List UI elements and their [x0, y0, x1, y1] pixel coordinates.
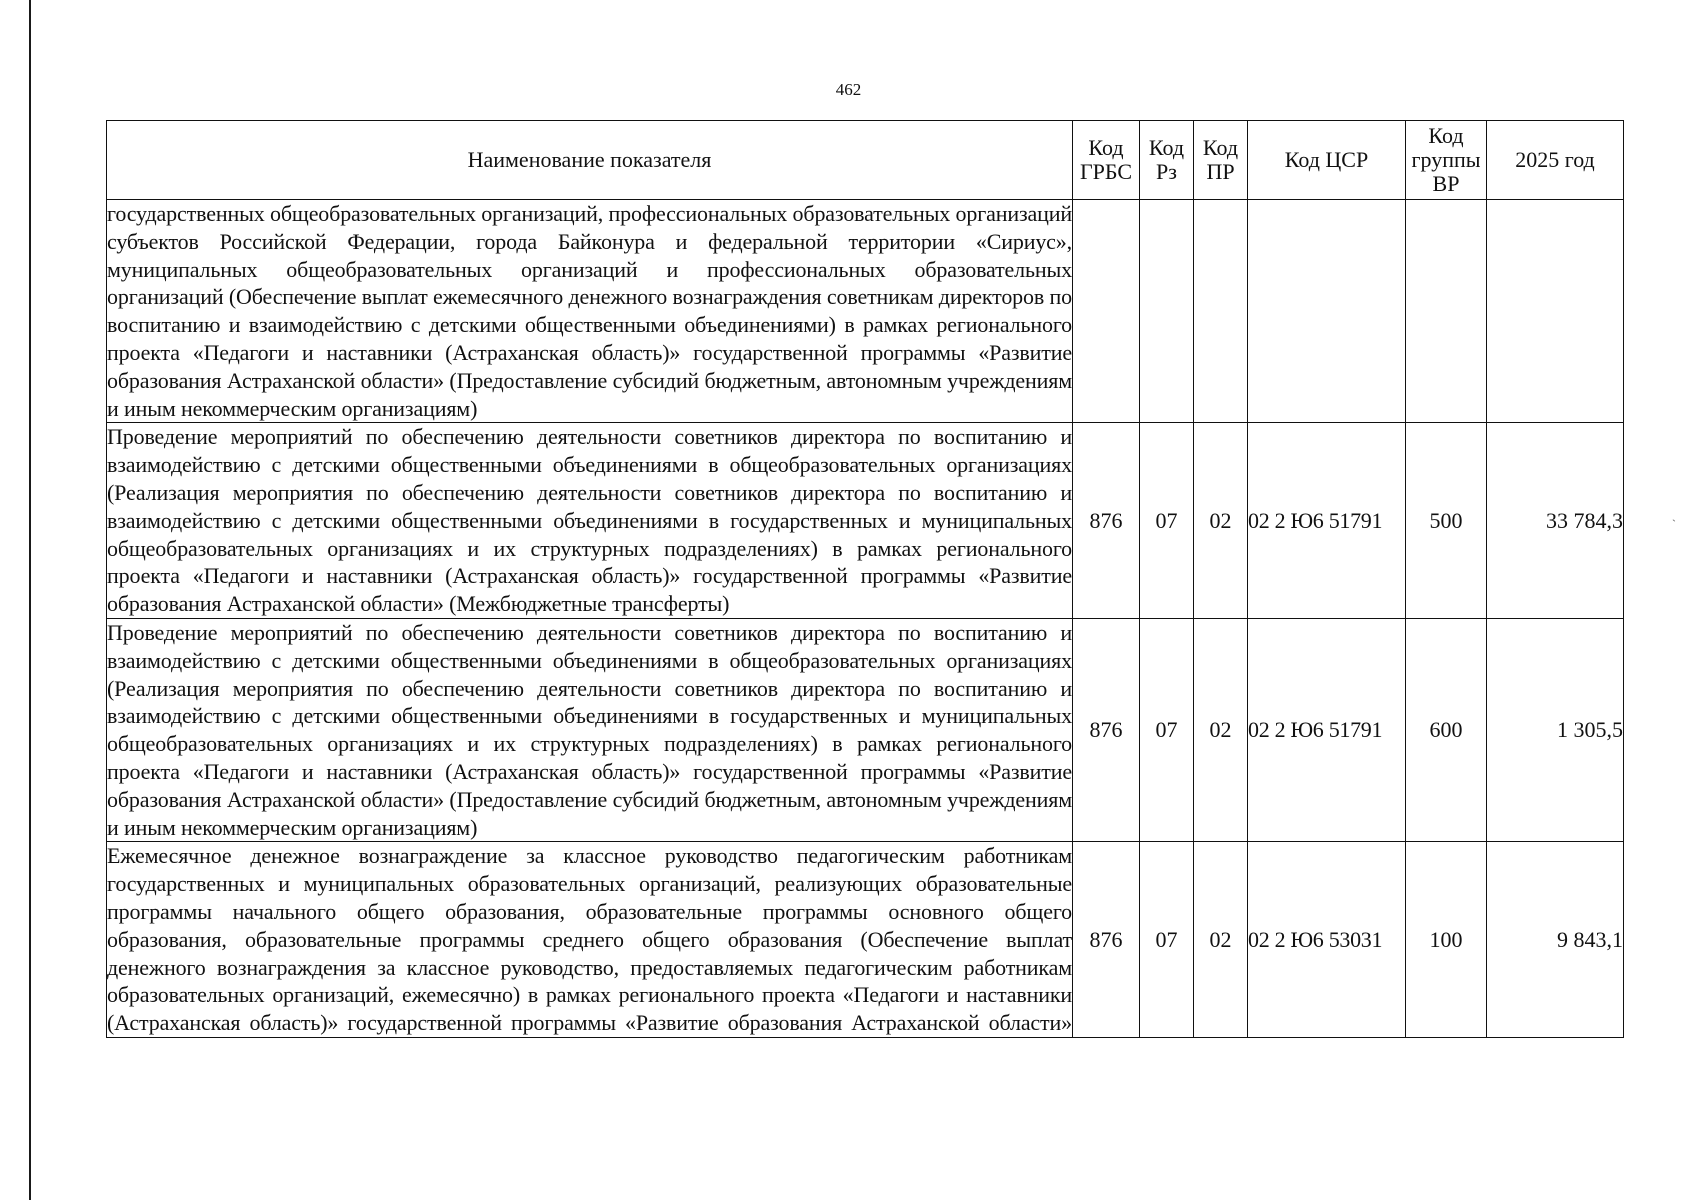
table-row: [107, 842, 1624, 1038]
table-row: [107, 618, 1624, 841]
row-vr: 500: [1406, 423, 1487, 619]
row-grbs: 876: [1073, 618, 1140, 841]
binding-margin-line: [29, 0, 31, 1200]
page-number: 462: [835, 80, 862, 99]
row-vr: [1406, 200, 1487, 423]
table-row: [107, 423, 1624, 619]
row-pr: 02: [1194, 842, 1248, 1038]
row-csr: [1248, 200, 1406, 423]
row-grbs: 876: [1073, 842, 1140, 1038]
row-grbs: 876: [1073, 423, 1140, 619]
row-pr: 02: [1194, 423, 1248, 619]
row-amount: [1487, 200, 1624, 423]
table-row: [107, 200, 1624, 423]
row-vr: 600: [1406, 618, 1487, 841]
row-name: государственных общеобразовательных организаций, профессиональных образовательных организаций субъектов Российской Федерации, города Байконура и федеральной территории «Сириус», муниципальных общеобразовательных организаций и профессиональных образовательных организаций (Обеспечение выплат ежемесячного денежного вознаграждения советникам директоров по воспитанию и взаимодействию с детскими общественными объединениями) в рамках регионального проекта «Педагоги и наставники (Астраханская область)» государственной программы «Развитие образования Астраханской области» (Предоставление субсидий бюджетным, автономным учреждениям и иным некоммерческим организациям): [107, 200, 1073, 423]
row-rz: 07: [1140, 842, 1194, 1038]
stray-mark: `: [1672, 517, 1676, 531]
row-csr: 02 2 Ю6 53031: [1248, 842, 1406, 1038]
row-csr: 02 2 Ю6 51791: [1248, 618, 1406, 841]
row-vr: 100: [1406, 842, 1487, 1038]
row-grbs: [1073, 200, 1140, 423]
row-amount: 33 784,3: [1487, 423, 1624, 619]
header-pr: Код ПР: [1194, 121, 1248, 200]
header-vr: Код группы ВР: [1406, 121, 1487, 200]
row-name: Проведение мероприятий по обеспечению деятельности советников директора по воспитанию и взаимодействию с детскими общественными объединениями в общеобразовательных организациях (Реализация мероприятия по обеспечению деятельности советников директора по воспитанию и взаимодействию с детскими общественными объединениями в государственных и муниципальных общеобразовательных организациях и их структурных подразделениях) в рамках регионального проекта «Педагоги и наставники (Астраханская область)» государственной программы «Развитие образования Астраханской области» (Межбюджетные трансферты): [107, 423, 1073, 619]
header-year: 2025 год: [1487, 121, 1624, 200]
header-name: Наименование показателя: [107, 121, 1073, 200]
header-csr: Код ЦСР: [1248, 121, 1406, 200]
row-amount: 9 843,1: [1487, 842, 1624, 1038]
row-csr: 02 2 Ю6 51791: [1248, 423, 1406, 619]
row-amount: 1 305,5: [1487, 618, 1624, 841]
row-rz: 07: [1140, 423, 1194, 619]
row-rz: 07: [1140, 618, 1194, 841]
row-pr: 02: [1194, 618, 1248, 841]
row-pr: [1194, 200, 1248, 423]
row-name: Проведение мероприятий по обеспечению деятельности советников директора по воспитанию и взаимодействию с детскими общественными объединениями в общеобразовательных организациях (Реализация мероприятия по обеспечению деятельности советников директора по воспитанию и взаимодействию с детскими общественными объединениями в государственных и муниципальных общеобразовательных организациях и их структурных подразделениях) в рамках регионального проекта «Педагоги и наставники (Астраханская область)» государственной программы «Развитие образования Астраханской области» (Предоставление субсидий бюджетным, автономным учреждениям и иным некоммерческим организациям): [107, 618, 1073, 841]
header-grbs: Код ГРБС: [1073, 121, 1140, 200]
budget-table: [106, 120, 1624, 1038]
row-rz: [1140, 200, 1194, 423]
table-header-row: [107, 121, 1624, 200]
header-rz: Код Рз: [1140, 121, 1194, 200]
row-name: Ежемесячное денежное вознаграждение за классное руководство педагогическим работникам государственных и муниципальных образовательных организаций, реализующих образовательные программы начального общего образования, образовательные программы основного общего образования, образовательные программы среднего общего образования (Обеспечение выплат денежного вознаграждения за классное руководство, предоставляемых педагогическим работникам образовательных организаций, ежемесячно) в рамках регионального проекта «Педагоги и наставники (Астраханская область)» государственной программы «Развитие образования Астраханской области»: [107, 842, 1073, 1038]
